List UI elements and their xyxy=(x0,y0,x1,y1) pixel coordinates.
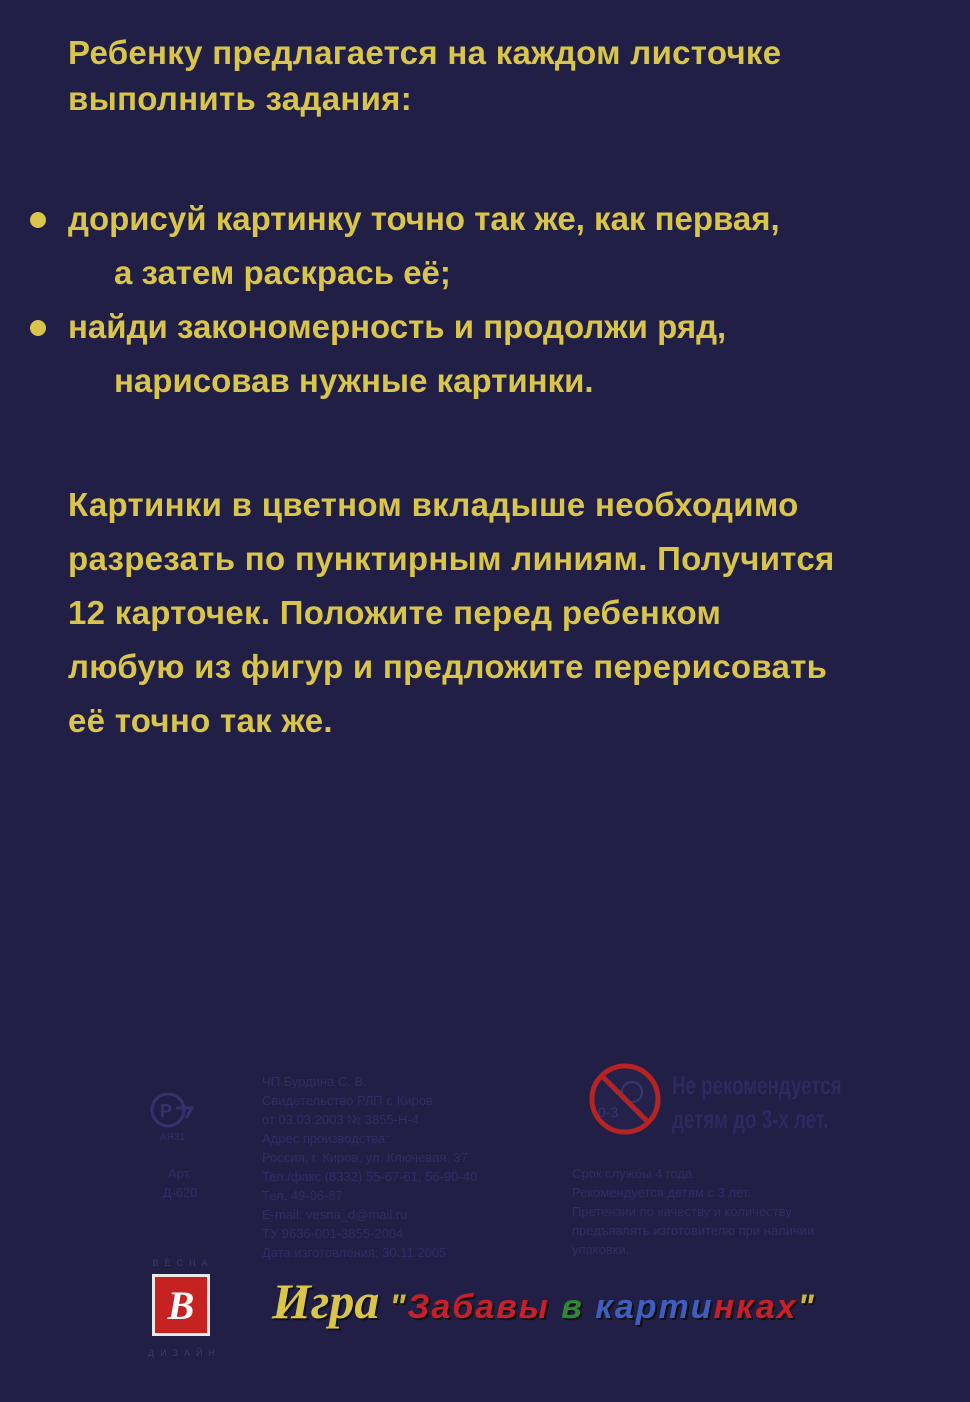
publisher-line: от 03.03.2003 № 3855-Н-4 xyxy=(262,1112,419,1127)
game-name-part: карти xyxy=(595,1288,714,1326)
task-line: нарисовав нужные картинки. xyxy=(114,362,594,399)
game-name xyxy=(389,1288,815,1326)
quote-open: " xyxy=(389,1288,408,1326)
article-label: Арт. xyxy=(168,1166,192,1181)
game-word: Игра xyxy=(272,1273,380,1329)
game-name-part: в xyxy=(561,1288,584,1326)
game-name-part: Забавы xyxy=(407,1288,550,1326)
age-restriction-icon xyxy=(588,1062,662,1136)
logo-letter: В xyxy=(167,1282,195,1328)
service-line: упаковки. xyxy=(572,1242,630,1257)
task-list xyxy=(30,192,940,408)
publisher-line: Адрес производства: xyxy=(262,1131,389,1146)
task-line: а затем раскрась её; xyxy=(114,254,451,291)
article-value: Д-620 xyxy=(162,1185,198,1200)
intro-line: Ребенку предлагается на каждом листочке xyxy=(68,34,782,71)
task-line: найди закономерность и продолжи ряд, xyxy=(68,308,727,345)
age-warning xyxy=(672,1068,842,1136)
certification-code: АЯ31 xyxy=(160,1132,186,1143)
publisher-line: ТУ 9636-001-3855-2004 xyxy=(262,1226,404,1241)
bullet-dot-icon xyxy=(30,320,46,336)
instructions-paragraph xyxy=(68,478,948,748)
intro-text xyxy=(68,30,928,122)
intro-line: выполнить задания: xyxy=(68,80,413,117)
game-name-part: нках xyxy=(713,1288,798,1326)
task-line: дорисуй картинку точно так же, как первая, xyxy=(68,200,780,237)
warning-line: Не рекомендуется xyxy=(672,1070,842,1100)
logo-top-text: ВЕСНА xyxy=(152,1258,214,1268)
service-info xyxy=(572,1164,902,1259)
publisher-info xyxy=(262,1072,562,1262)
article-number xyxy=(150,1164,210,1202)
service-line: Срок службы 4 года. xyxy=(572,1166,696,1181)
bullet-dot-icon xyxy=(30,212,46,228)
paragraph-line: Картинки в цветном вкладыше необходимо xyxy=(68,486,799,523)
publisher-line: Свидетельство РЛП г. Киров xyxy=(262,1093,433,1108)
publisher-line: Тел./факс (8332) 55-67-61, 56-90-40 xyxy=(262,1169,478,1184)
publisher-line: Россия, г. Киров, ул. Ключевая, 37 xyxy=(262,1150,469,1165)
logo-icon xyxy=(152,1274,210,1336)
game-title xyxy=(272,1272,912,1330)
logo-bottom-text: ДИЗАЙН xyxy=(148,1348,221,1358)
paragraph-line: любую из фигур и предложите перерисовать xyxy=(68,648,828,685)
publisher-line: Тел. 49-06-87 xyxy=(262,1188,343,1203)
service-line: Рекомендуется детям с 3 лет. xyxy=(572,1185,751,1200)
publisher-logo xyxy=(146,1258,222,1362)
service-line: предъявлять изготовителю при наличии xyxy=(572,1223,815,1238)
task-item xyxy=(30,192,940,300)
publisher-line: ЧП Бурдина С. В. xyxy=(262,1074,367,1089)
paragraph-line: 12 карточек. Положите перед ребенком xyxy=(68,594,722,631)
paragraph-line: разрезать по пунктирным линиям. Получится xyxy=(68,540,835,577)
publisher-line: E-mail: vesna_d@mail.ru xyxy=(262,1207,408,1222)
age-icon-text: 0-3 xyxy=(598,1104,619,1120)
certification-mark-icon xyxy=(146,1088,206,1148)
quote-close: " xyxy=(797,1288,816,1326)
publisher-line: Дата изготовления: 30.11.2005 xyxy=(262,1245,447,1260)
service-line: Претензии по качеству и количеству xyxy=(572,1204,792,1219)
warning-line: детям до 3-х лет. xyxy=(672,1104,829,1134)
paragraph-line: её точно так же. xyxy=(68,702,333,739)
svg-text:Р: Р xyxy=(160,1101,173,1121)
task-item xyxy=(30,300,940,408)
